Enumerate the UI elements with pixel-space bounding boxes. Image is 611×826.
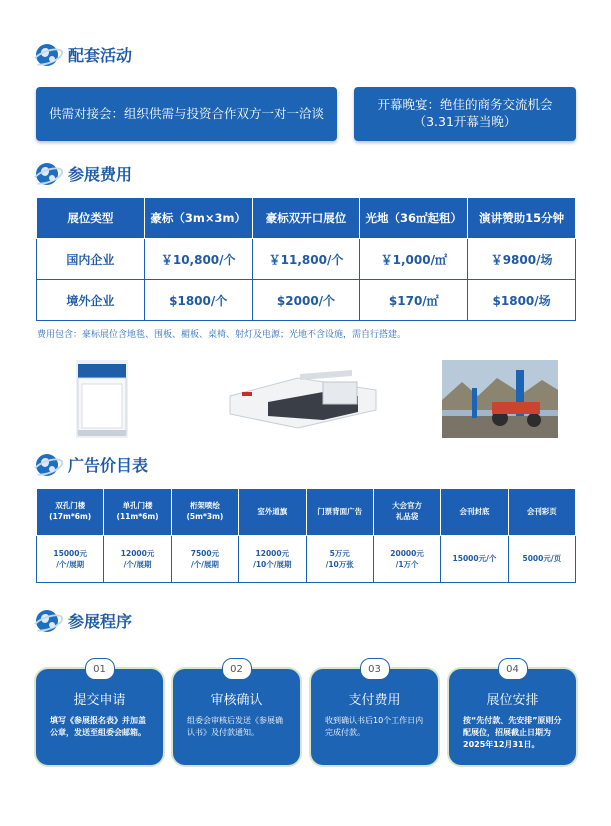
step-description: 按“先付款、先安排”原则分配展位，招展截止日期为2025年12月31日。	[463, 716, 562, 749]
table-cell: 5000元/页	[508, 536, 575, 583]
step-title: 审核确认	[210, 693, 263, 708]
step-description: 收到确认书后10个工作日内完成付款。	[325, 716, 424, 737]
activity-subtext: （3.31开幕当晚）	[413, 114, 517, 129]
column-header: 豪标（3m×3m）	[144, 198, 252, 239]
table-cell: ￥11,800/个	[252, 239, 360, 280]
fee-table	[36, 197, 576, 321]
section-title-text: 配套活动	[68, 46, 133, 65]
step-number: 02	[222, 658, 252, 680]
table-row	[37, 536, 576, 583]
column-header: 会刊封底	[441, 489, 508, 536]
table-cell: 境外企业	[37, 280, 145, 321]
column-header: 室外道旗	[239, 489, 306, 536]
table-cell: 国内企业	[37, 239, 145, 280]
column-header: 豪标双开口展位	[252, 198, 360, 239]
table-cell: $1800/个	[144, 280, 252, 321]
activity-text: 开幕晚宴：绝佳的商务交流机会	[377, 97, 553, 113]
activity-dinner	[354, 87, 576, 141]
globe-icon	[36, 163, 58, 185]
table-cell: 5万元 /10万张	[306, 536, 373, 583]
table-cell: 12000元 /10个/展期	[239, 536, 306, 583]
table-cell: ￥1,000/㎡	[360, 239, 468, 280]
standard-booth-image	[76, 360, 128, 438]
column-header: 演讲赞助15分钟	[468, 198, 576, 239]
section-title-text: 参展程序	[68, 612, 133, 631]
fee-table-header-row	[37, 198, 576, 239]
globe-icon	[36, 454, 58, 476]
section-title-process	[36, 609, 132, 632]
outdoor-exhibition-image	[442, 360, 558, 438]
globe-icon	[36, 610, 58, 632]
section-title-text: 广告价目表	[68, 456, 149, 475]
process-step-2	[173, 663, 300, 765]
section-title-activities	[36, 43, 132, 66]
column-header: 桁架喷绘 (5m*3m)	[171, 489, 238, 536]
step-number: 04	[498, 658, 528, 680]
activity-text: 供需对接会：组织供需与投资合作双方一对一洽谈	[48, 105, 324, 121]
step-number: 03	[360, 658, 390, 680]
process-step-4	[449, 663, 576, 765]
column-header: 门票背面广告	[306, 489, 373, 536]
column-header: 会刊彩页	[508, 489, 575, 536]
section-title-text: 参展费用	[68, 165, 133, 184]
step-title: 支付费用	[348, 693, 401, 708]
table-cell: 15000元/个	[441, 536, 508, 583]
table-cell: 12000元 /个/展期	[104, 536, 171, 583]
process-step-1	[36, 663, 163, 765]
table-cell: ￥10,800/个	[144, 239, 252, 280]
table-cell: $170/㎡	[360, 280, 468, 321]
column-header: 双孔门楼 (17m*6m)	[37, 489, 104, 536]
fee-note: 费用包含：豪标展位含地毯、围板、楣板、桌椅、射灯及电源；光地不含设施，需自行搭建。	[37, 330, 407, 340]
table-cell: 15000元 /个/展期	[37, 536, 104, 583]
process-step-3	[311, 663, 438, 765]
ad-price-table	[36, 488, 576, 583]
table-cell: $1800/场	[468, 280, 576, 321]
column-header: 光地（36㎡起租）	[360, 198, 468, 239]
step-number: 01	[85, 658, 115, 680]
table-cell: $2000/个	[252, 280, 360, 321]
activity-matchmaking	[36, 87, 337, 141]
table-cell: 20000元 /1万个	[373, 536, 440, 583]
custom-booth-image	[228, 366, 378, 430]
section-title-ads	[36, 453, 148, 476]
column-header: 展位类型	[37, 198, 145, 239]
table-cell: ￥9800/场	[468, 239, 576, 280]
table-cell: 7500元 /个/展期	[171, 536, 238, 583]
column-header: 单孔门楼 (11m*6m)	[104, 489, 171, 536]
ad-table-header-row	[37, 489, 576, 536]
step-description: 组委会审核后发送《参展确认书》及付款通知。	[187, 716, 283, 737]
section-title-fees	[36, 162, 132, 185]
table-row	[37, 280, 576, 321]
globe-icon	[36, 44, 58, 66]
column-header: 大会官方 礼品袋	[373, 489, 440, 536]
table-row	[37, 239, 576, 280]
step-description: 填写《参展报名表》并加盖公章，发送至组委会邮箱。	[50, 716, 146, 737]
step-title: 展位安排	[486, 693, 539, 708]
step-title: 提交申请	[73, 693, 126, 708]
